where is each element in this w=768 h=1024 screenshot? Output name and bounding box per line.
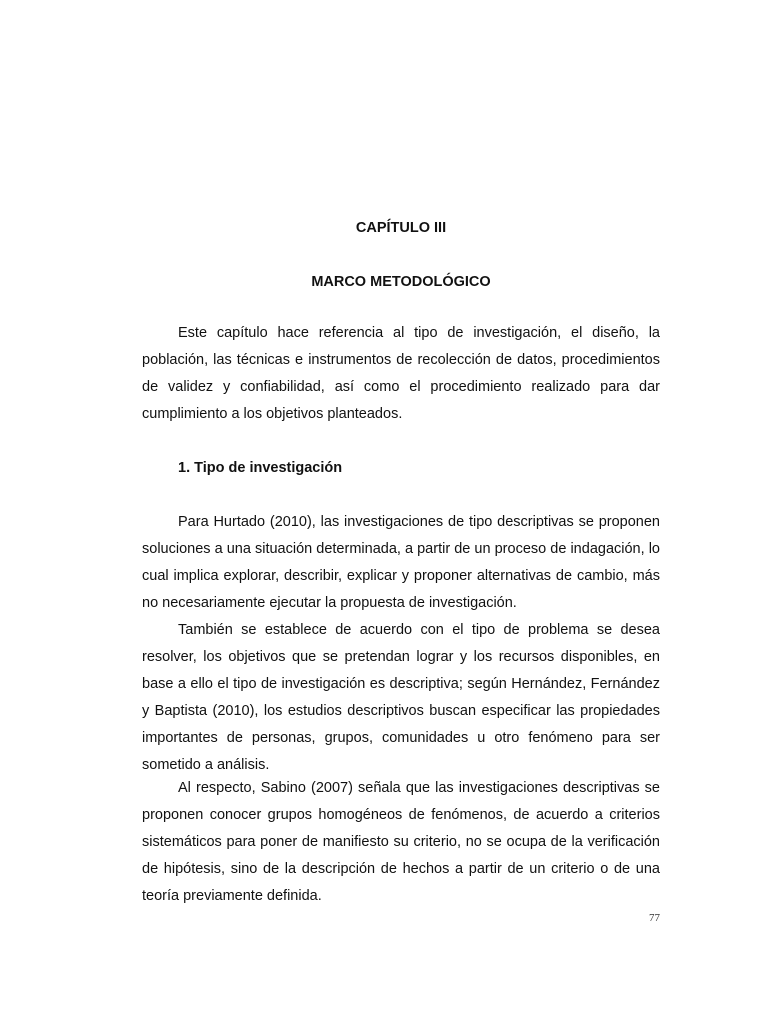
page-number: 77 [649, 912, 660, 924]
body-paragraph: Al respecto, Sabino (2007) señala que las investigaciones descriptivas se proponen conocer grupos homogéneos de fenómenos, de acuerdo a criterios sistemáticos para poner de manifiesto su criterio, no se ocupa de la verificación de hipótesis, sino de la descripción de hechos a partir de un criterio o de una teoría previamente definida. [142, 780, 660, 904]
chapter-title: MARCO METODOLÓGICO [311, 274, 491, 290]
section-heading: 1. Tipo de investigación [178, 460, 343, 476]
body-paragraph: Para Hurtado (2010), las investigaciones de tipo descriptivas se proponen soluciones a una situación determinada, a partir de un proceso de indagación, lo cual implica explorar, describir, explicar y proponer alternativas de cambio, más no necesariamente ejecutar la propuesta de investigación. [142, 514, 660, 611]
intro-paragraph: Este capítulo hace referencia al tipo de investigación, el diseño, la población, las técnicas e instrumentos de recolección de datos, procedimientos de validez y confiabilidad, así como el procedimiento realizado para dar cumplimiento a los objetivos planteados. [142, 325, 660, 422]
chapter-heading: CAPÍTULO III [355, 220, 447, 236]
body-paragraph: También se establece de acuerdo con el tipo de problema se desea resolver, los objetivos que se pretendan lograr y los recursos disponibles, en base a ello el tipo de investigación es descriptiva; según Hernández, Fernández y Baptista (2010), los estudios descriptivos buscan especificar las propiedades importantes de personas, grupos, comunidades u otro fenómeno para ser sometido a análisis. [142, 622, 660, 773]
